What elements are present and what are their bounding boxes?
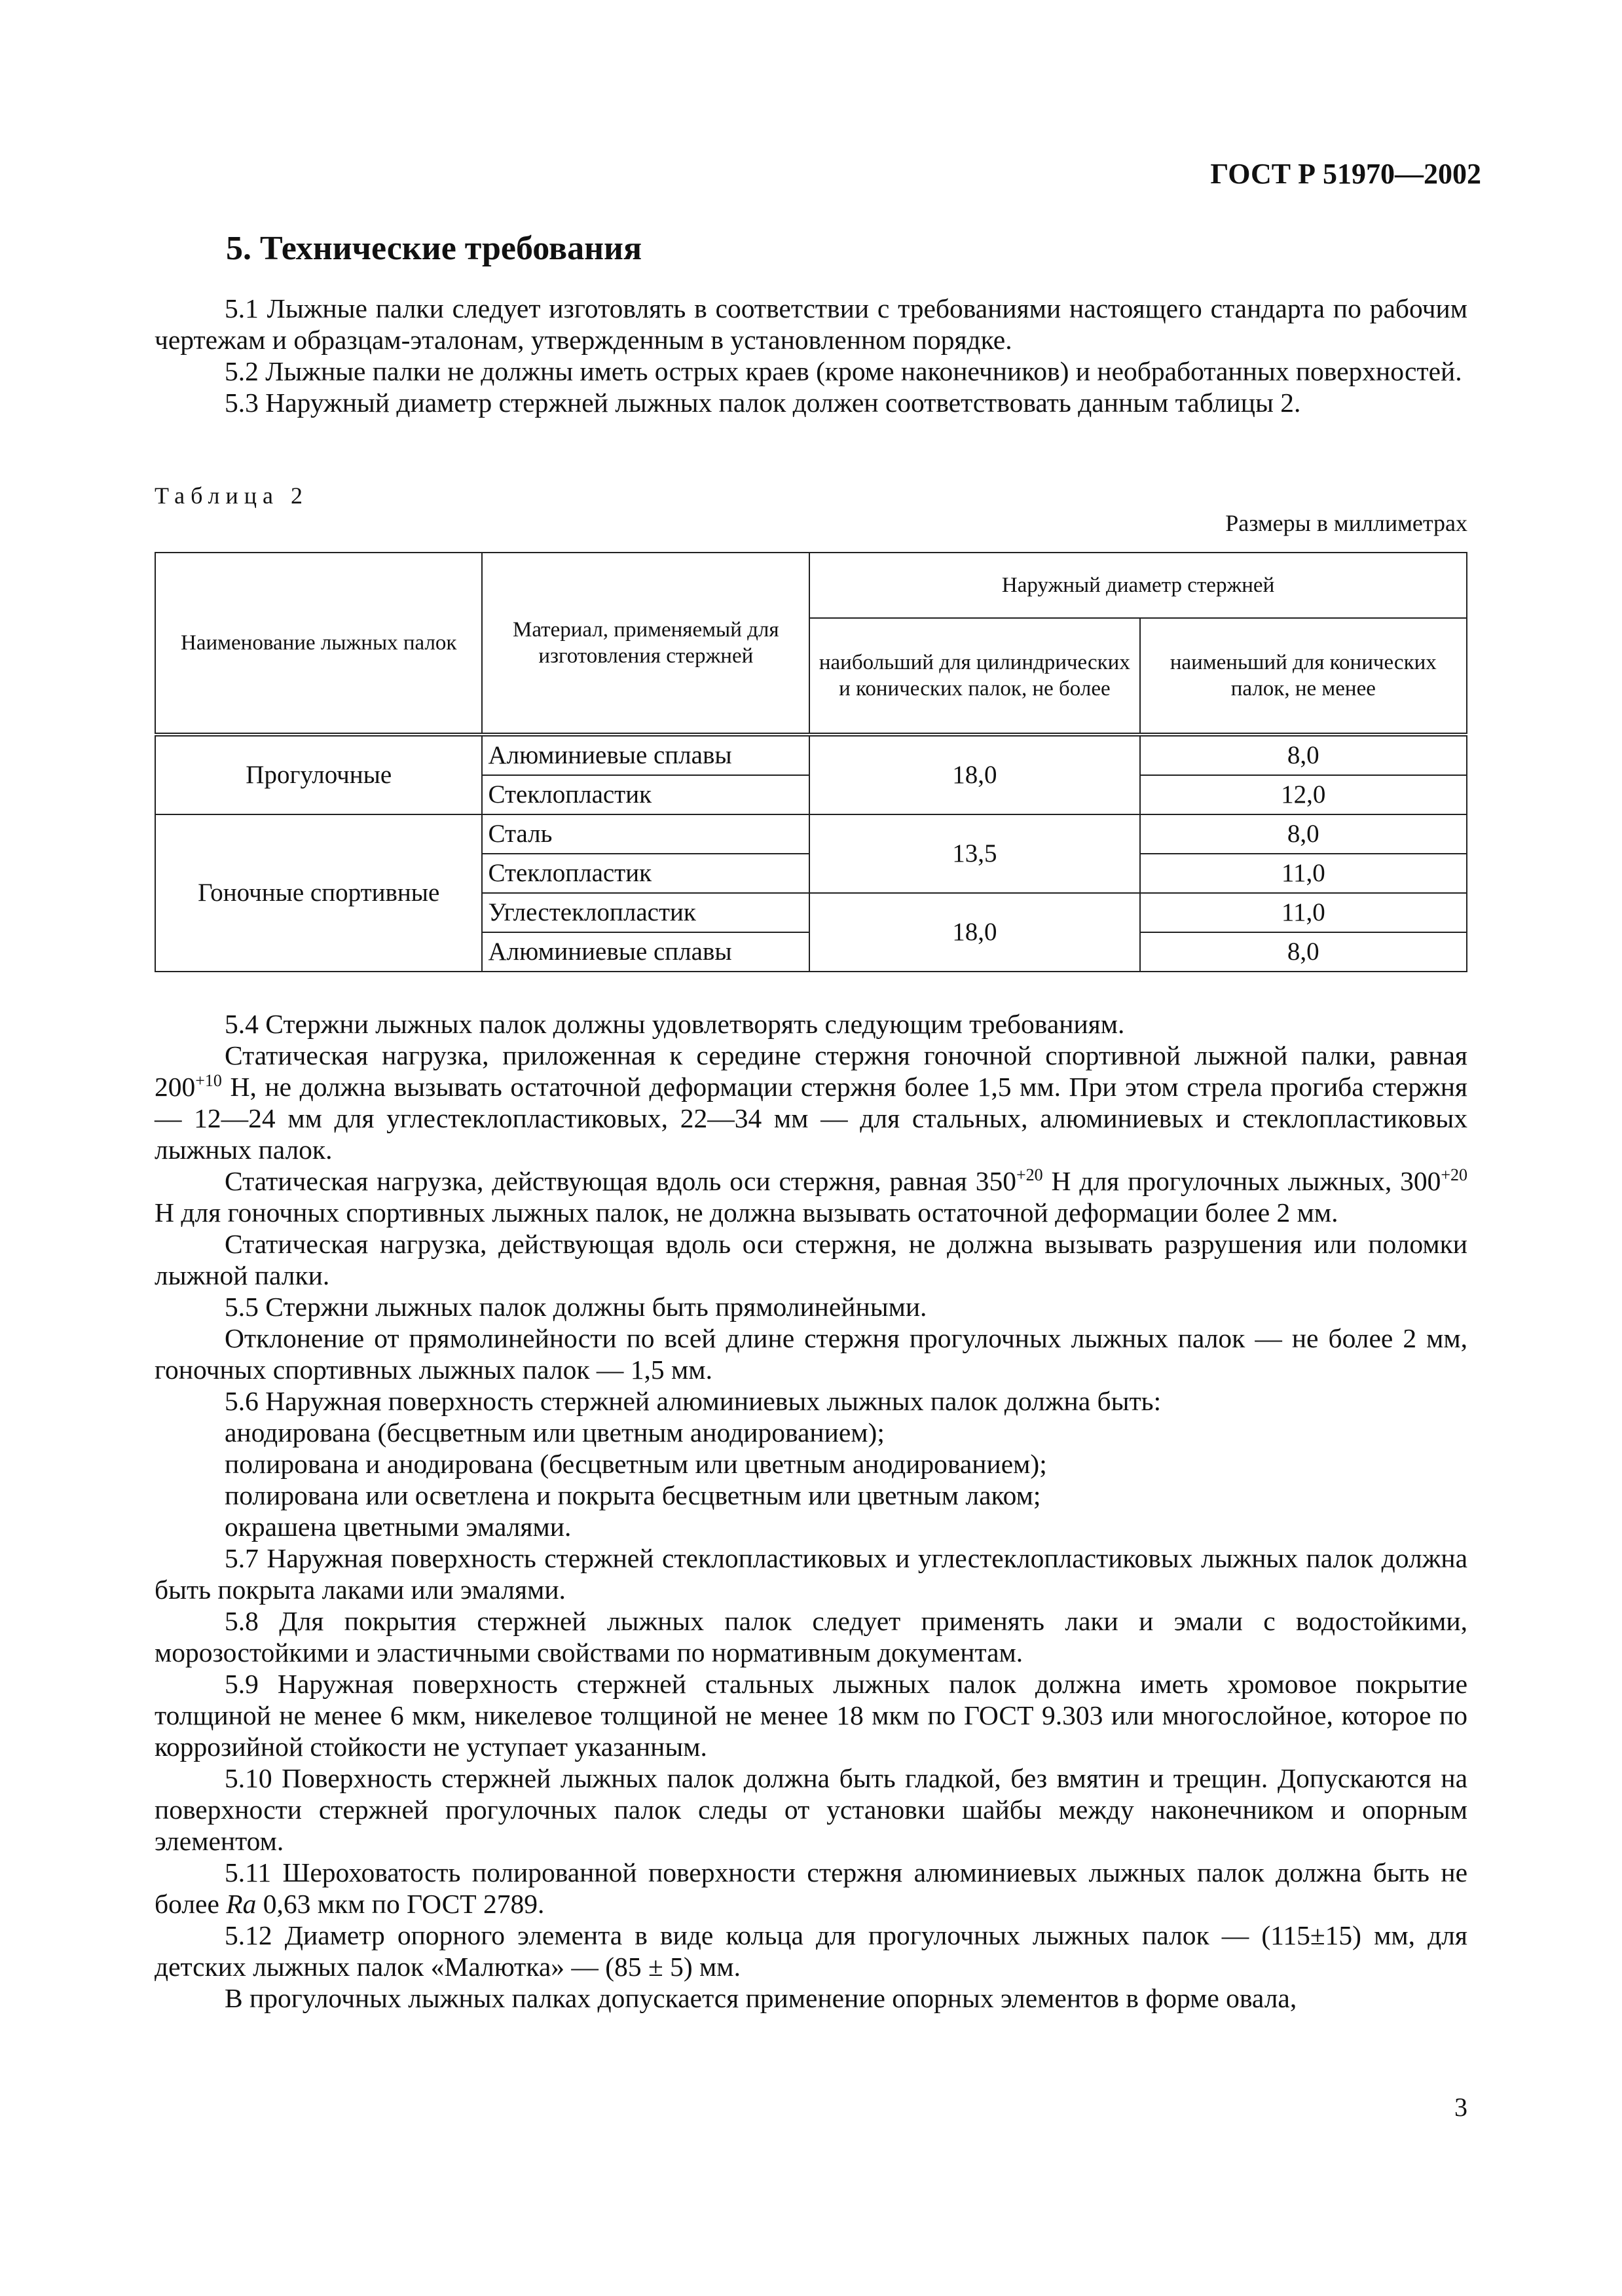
intro-paragraphs [155, 293, 1467, 418]
paragraph-5-4-load-a: Статическая нагрузка, приложенная к середине стержня гоночной спортивной лыжной палки, равная $200^{+10}$ Н, не должна вызывать остаточной деформации стержня более 1,5 мм. При этом стрела прогиба стержня — 12—24 мм для углестеклопластиковых, 22—34 мм — для стальных, алюминиевых и стеклопластиковых лыжных палок. [155, 1040, 1467, 1165]
paragraph-5-5-deviation: Отклонение от прямолинейности по всей длине стержня прогулочных лыжных палок — не более 2 мм, гоночных спортивных лыжных палок — 1,5 мм. [155, 1323, 1467, 1385]
header-max: наибольший для цилиндрических и конических палок, не более [809, 618, 1139, 735]
paragraph-5-12: 5.12 Диаметр опорного элемента в виде кольца для прогулочных лыжных палок — (115±15) мм, для детских лыжных палок «Малютка» — (85 ± 5) мм. [155, 1920, 1467, 1982]
table-row [155, 814, 1467, 854]
paragraph-5-12-oval: В прогулочных лыжных палках допускается применение опорных элементов в форме овала, [225, 1983, 1297, 2013]
paragraph-5-7: 5.7 Наружная поверхность стержней стеклопластиковых и углестеклопластиковых лыжных палок должна быть покрыта лаками или эмалями. [155, 1543, 1467, 1605]
min-cell: 8,0 [1140, 932, 1467, 972]
min-cell: 8,0 [1140, 814, 1467, 854]
header-outer-diameter: Наружный диаметр стержней [809, 553, 1467, 618]
paragraph-5-3: 5.3 Наружный диаметр стержней лыжных палок должен соответствовать данным таблицы 2. [225, 388, 1301, 418]
header-material: Материал, применяемый для изготовления стержней [482, 553, 809, 735]
paragraph-5-4-load-c: Статическая нагрузка, действующая вдоль оси стержня, не должна вызывать разрушения или поломки лыжной палки. [155, 1229, 1467, 1290]
list-item: полирована и анодирована (бесцветным или цветным анодированием); [225, 1449, 1047, 1479]
paragraph-5-8: 5.8 Для покрытия стержней лыжных палок следует применять лаки и эмали с водостойкими, морозостойкими и эластичными свойствами по нормативным документам. [155, 1606, 1467, 1667]
list-item: окрашена цветными эмалями. [225, 1512, 572, 1542]
material-cell: Алюминиевые сплавы [482, 932, 809, 972]
paragraph-5-6: 5.6 Наружная поверхность стержней алюминиевых лыжных палок должна быть: [225, 1386, 1162, 1416]
header-min: наименьший для конических палок, не менее [1140, 618, 1467, 735]
table-units: Размеры в миллиметрах [1225, 510, 1467, 536]
table-caption: Таблица 2 [155, 483, 308, 509]
min-cell: 11,0 [1140, 854, 1467, 893]
material-cell: Алюминиевые сплавы [482, 735, 809, 775]
body-paragraphs [155, 1008, 1467, 2014]
list-item: полирована или осветлена и покрыта бесцветным или цветным лаком; [225, 1480, 1041, 1510]
paragraph-5-4: 5.4 Стержни лыжных палок должны удовлетворять следующим требованиям. [225, 1009, 1125, 1039]
paragraph-5-11: 5.11 Шероховатость полированной поверхности стержня алюминиевых лыжных палок должна быть не более Ra 0,63 мкм по ГОСТ 2789. [155, 1857, 1467, 1919]
paragraph-5-10: 5.10 Поверхность стержней лыжных палок должна быть гладкой, без вмятин и трещин. Допускаются на поверхности стержней прогулочных палок следы от установки шайбы между наконечником и опорным элементом. [155, 1763, 1467, 1856]
page-number: 3 [1454, 2092, 1467, 2122]
diameter-table [155, 552, 1467, 972]
header-name: Наименование лыжных палок [155, 553, 482, 735]
paragraph-5-5: 5.5 Стержни лыжных палок должны быть прямолинейными. [225, 1292, 927, 1322]
paragraph-5-1: 5.1 Лыжные палки следует изготовлять в соответствии с требованиями настоящего стандарта по рабочим чертежам и образцам-эталонам, утвержденным в установленном порядке. [155, 293, 1467, 355]
group-name: Прогулочные [155, 735, 482, 814]
document-code: ГОСТ Р 51970—2002 [1210, 158, 1481, 190]
max-cell: 18,0 [809, 735, 1139, 814]
max-cell: 18,0 [809, 893, 1139, 972]
material-cell: Сталь [482, 814, 809, 854]
material-cell: Углестеклопластик [482, 893, 809, 932]
paragraph-5-9: 5.9 Наружная поверхность стержней стальных лыжных палок должна иметь хромовое покрытие толщиной не менее 6 мкм, никелевое толщиной не менее 18 мкм по ГОСТ 9.303 или многослойное, которое по коррозийной стойкости не уступает указанным. [155, 1669, 1467, 1762]
min-cell: 11,0 [1140, 893, 1467, 932]
table-row [155, 735, 1467, 775]
paragraph-5-2: 5.2 Лыжные палки не должны иметь острых краев (кроме наконечников) и необработанных поверхностей. [225, 356, 1462, 386]
min-cell: 12,0 [1140, 775, 1467, 814]
paragraph-5-4-load-b: Статическая нагрузка, действующая вдоль оси стержня, равная $350^{+20}$ Н для прогулочных лыжных, $300^{+20}$ Н для гоночных спортивных лыжных палок, не должна вызывать остаточной деформации более 2 мм. [155, 1165, 1467, 1228]
section-title: 5. Технические требования [226, 230, 642, 267]
list-item: анодирована (бесцветным или цветным анодированием); [225, 1417, 885, 1448]
material-cell: Стеклопластик [482, 775, 809, 814]
group-name: Гоночные спортивные [155, 814, 482, 972]
material-cell: Стеклопластик [482, 854, 809, 893]
max-cell: 13,5 [809, 814, 1139, 893]
min-cell: 8,0 [1140, 735, 1467, 775]
